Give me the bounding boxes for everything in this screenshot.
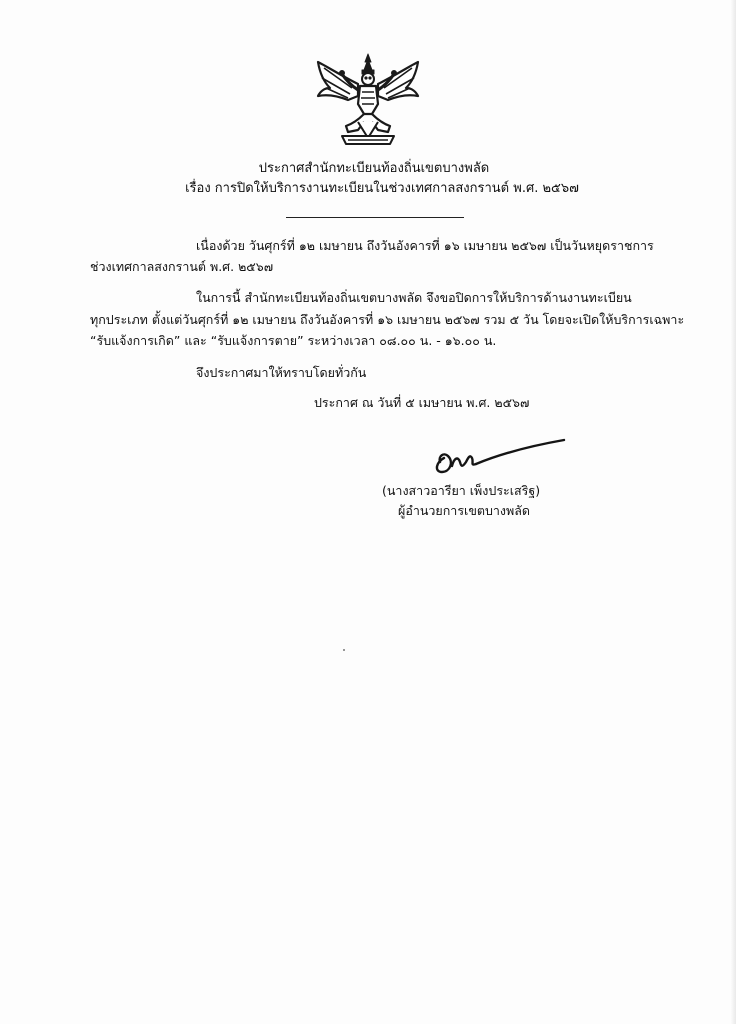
- announcement-title: ประกาศสำนักทะเบียนท้องถิ่นเขตบางพลัด: [258, 161, 490, 176]
- paragraph-2-line-2: ทุกประเภท ตั้งแต่วันศุกร์ที่ ๑๒ เมษายน ถึงวันอังคารที่ ๑๖ เมษายน ๒๕๖๗ รวม ๕ วัน โดยจะเปิดให้บริการเฉพาะ: [90, 312, 685, 327]
- paragraph-1-line-2: ช่วงเทศกาลสงกรานต์ พ.ศ. ๒๕๖๗: [90, 259, 274, 274]
- paper-speck: [343, 649, 345, 651]
- announcement-date: ประกาศ ณ วันที่ ๕ เมษายน พ.ศ. ๒๕๖๗: [314, 395, 530, 410]
- paragraph-1-line-1: เนื่องด้วย วันศุกร์ที่ ๑๒ เมษายน ถึงวันอังคารที่ ๑๖ เมษายน ๒๕๖๗ เป็นวันหยุดราชการ: [196, 238, 654, 253]
- closing-paragraph: จึงประกาศมาให้ทราบโดยทั่วกัน: [196, 365, 367, 380]
- garuda-emblem-icon: [312, 52, 424, 150]
- header-divider: [286, 217, 464, 218]
- paragraph-2-line-1: ในการนี้ สำนักทะเบียนท้องถิ่นเขตบางพลัด จึงขอปิดการให้บริการด้านงานทะเบียน: [196, 290, 632, 305]
- signatory-title: ผู้อำนวยการเขตบางพลัด: [398, 503, 531, 518]
- page-edge-shadow: [730, 0, 736, 1024]
- handwritten-signature-icon: [430, 432, 570, 478]
- announcement-subject: เรื่อง การปิดให้บริการงานทะเบียนในช่วงเทศกาลสงกรานต์ พ.ศ. ๒๕๖๗: [185, 181, 579, 196]
- signatory-name: (นางสาวอารียา เพ็งประเสริฐ): [382, 483, 541, 498]
- paragraph-2-line-3: “รับแจ้งการเกิด” และ “รับแจ้งการตาย” ระหว่างเวลา ๐๘.๐๐ น. - ๑๖.๐๐ น.: [90, 333, 497, 348]
